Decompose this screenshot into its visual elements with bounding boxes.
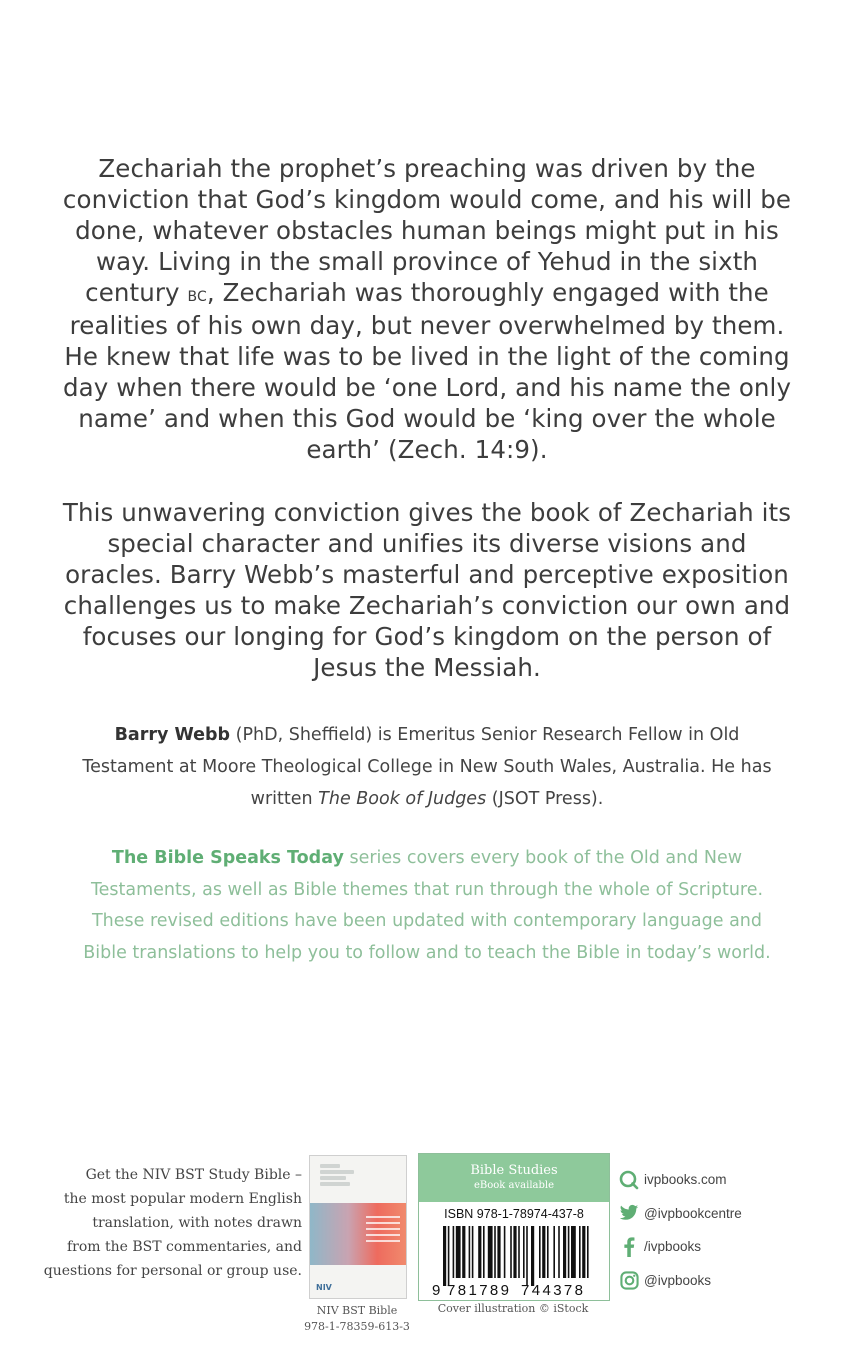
- author-bio-text: (PhD, Sheffield) is Emeritus Senior Research Fellow in Old Testament at Moore Theological College in New South Wales, Australia. He has written: [82, 725, 772, 809]
- barcode-bar: [542, 1226, 545, 1278]
- author-book-title: The Book of Judges: [318, 789, 487, 809]
- barcode-bar: [531, 1226, 534, 1286]
- barcode-digits-left: 781789: [447, 1282, 509, 1298]
- barcode-bar: [462, 1226, 465, 1278]
- isbn-number: ISBN 978-1-78974-437-8: [444, 1207, 584, 1221]
- barcode-bar: [571, 1226, 576, 1278]
- study-bible-promo: [40, 1163, 302, 1283]
- twitter-handle[interactable]: @ivpbookcentre: [644, 1205, 742, 1221]
- blurb-text-cont: , Zechariah was thoroughly engaged with the realities of his own day, but never overwhelmed by them. He knew that life was to be lived in the light of the coming day when there would be ‘one Lord, and his name the only name’ and when this God would be ‘king over the whole earth’ (Zech. 14:9).: [62, 278, 792, 464]
- banner-subheading: eBook available: [474, 1180, 554, 1191]
- website-link[interactable]: ivpbooks.com: [644, 1172, 727, 1188]
- barcode-bar: [448, 1226, 450, 1286]
- series-name: The Bible Speaks Today: [111, 848, 344, 868]
- barcode-bar: [563, 1226, 566, 1278]
- barcode-bar: [504, 1226, 506, 1278]
- barcode-bar: [579, 1226, 581, 1278]
- cover-title-lines: [320, 1164, 380, 1190]
- promo-line: Get the NIV BST Study Bible –: [85, 1167, 302, 1183]
- barcode-bar: [478, 1226, 481, 1278]
- barcode-digit-prefix: 9: [432, 1282, 441, 1298]
- social-links: [618, 1163, 742, 1297]
- barcode-bar: [547, 1226, 549, 1278]
- promo-line: translation, with notes drawn: [92, 1215, 302, 1231]
- barcode-bar: [483, 1226, 485, 1278]
- book-caption: [300, 1303, 414, 1335]
- social-twitter[interactable]: [618, 1197, 742, 1231]
- promo-line: questions for personal or group use.: [43, 1263, 302, 1279]
- blurb-paragraph-1: [60, 153, 794, 465]
- barcode-bar: [443, 1226, 446, 1286]
- barcode-bar: [568, 1226, 570, 1278]
- facebook-handle[interactable]: /ivpbooks: [644, 1239, 702, 1255]
- series-text: series covers every book of the Old and New Testaments, as well as Bible themes that run through the whole of Scripture. These revised editions have been updated with contemporary language and Bible translations to help you to follow and to teach the Bible in today’s world.: [83, 848, 771, 963]
- author-bio: [80, 719, 774, 815]
- social-website[interactable]: [618, 1163, 742, 1197]
- author-name: Barry Webb: [114, 725, 231, 745]
- book-caption-isbn: 978-1-78359-613-3: [304, 1320, 410, 1333]
- cover-credit: Cover illustration © iStock: [437, 1302, 589, 1315]
- barcode-bar: [494, 1226, 496, 1278]
- barcode-bar: [587, 1226, 589, 1278]
- barcode-bar: [526, 1226, 528, 1286]
- barcode-bar: [553, 1226, 555, 1278]
- barcode-bar: [518, 1226, 520, 1278]
- barcode-bar: [510, 1226, 512, 1278]
- barcode-bar: [539, 1226, 541, 1278]
- bible-studies-banner: [419, 1154, 609, 1202]
- twitter-icon: [618, 1202, 640, 1224]
- barcode: [431, 1226, 597, 1298]
- barcode-bar: [469, 1226, 471, 1278]
- banner-heading: Bible Studies: [470, 1163, 558, 1178]
- promo-line: the most popular modern English: [63, 1191, 302, 1207]
- author-bio-end: (JSOT Press).: [486, 789, 604, 809]
- series-description: [80, 843, 774, 969]
- niv-bst-bible-cover: [309, 1155, 407, 1299]
- barcode-bar: [497, 1226, 500, 1278]
- instagram-handle[interactable]: @ivpbooks: [644, 1272, 711, 1288]
- barcode-bar: [488, 1226, 493, 1278]
- blurb-text-2: This unwavering conviction gives the book of Zechariah its special character and unifies its diverse visions and oracles. Barry Webb’s masterful and perceptive exposition challenges us to make Zechariah’s conviction our own and focuses our longing for God’s kingdom on the person of Jesus the Messiah.: [62, 498, 792, 682]
- era-abbrev: bc: [187, 282, 207, 306]
- social-instagram[interactable]: [618, 1264, 742, 1298]
- book-caption-title: NIV BST Bible: [316, 1304, 398, 1317]
- blurb-text: Zechariah the prophet’s preaching was driven by the conviction that God’s kingdom would come, and his will be done, whatever obstacles human beings might put in his way. Living in the small province of Yehud in the sixth century: [62, 154, 792, 307]
- barcode-bar: [453, 1226, 455, 1278]
- social-facebook[interactable]: [618, 1230, 742, 1264]
- barcode-bar: [558, 1226, 560, 1278]
- facebook-icon: [618, 1236, 640, 1258]
- isbn-box: [418, 1153, 610, 1301]
- barcode-bar: [456, 1226, 461, 1278]
- search-icon: [618, 1169, 640, 1191]
- promo-line: from the BST commentaries, and: [66, 1239, 302, 1255]
- barcode-bar: [523, 1226, 525, 1278]
- niv-logo: NIV: [316, 1283, 332, 1292]
- blurb-paragraph-2: [60, 497, 794, 683]
- barcode-bar: [582, 1226, 585, 1278]
- instagram-icon: [618, 1269, 640, 1291]
- cover-text-lines: [366, 1216, 400, 1246]
- barcode-digits-right: 744378: [521, 1282, 583, 1298]
- barcode-bar: [513, 1226, 516, 1278]
- barcode-bar: [472, 1226, 474, 1278]
